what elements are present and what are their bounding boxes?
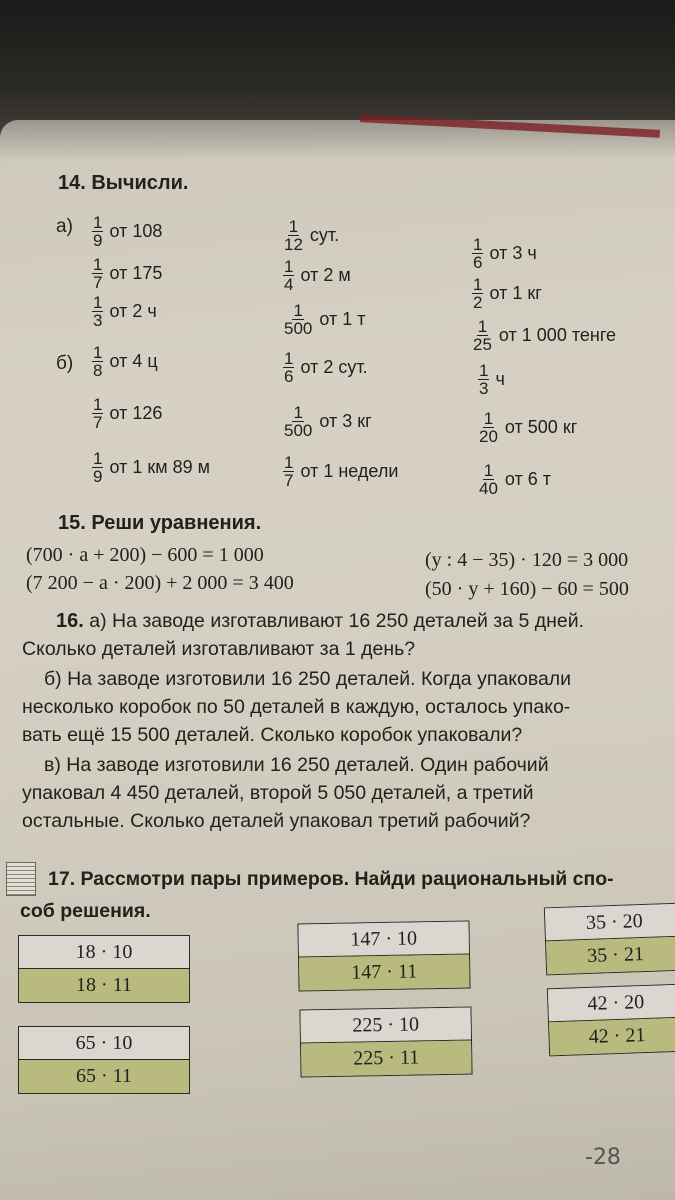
fraction-text: от 3 кг <box>319 411 372 431</box>
numerator: 1 <box>479 361 489 380</box>
fraction-text: от 175 <box>109 263 163 283</box>
fraction <box>283 404 313 439</box>
fraction-text: от 3 ч <box>489 243 537 263</box>
pair-bottom: 42 · 21 <box>549 1018 675 1056</box>
fraction-item <box>283 454 398 489</box>
fraction-item <box>283 404 372 439</box>
ex14-a-label: а) <box>56 216 73 237</box>
fraction-text: от 1 т <box>319 309 366 329</box>
fraction <box>283 258 294 293</box>
numerator: 1 <box>483 461 494 480</box>
ex16-b-line1: б) На заводе изготовили 16 250 деталей. Когда упаковали <box>44 668 572 690</box>
numerator: 1 <box>284 453 294 472</box>
fraction-item <box>472 236 537 271</box>
pair-card <box>299 1007 472 1078</box>
denominator: 2 <box>473 293 483 312</box>
numerator: 1 <box>293 403 303 422</box>
fraction <box>283 218 304 253</box>
denominator: 9 <box>93 231 103 250</box>
pair-card <box>544 903 675 976</box>
denominator: 20 <box>479 427 498 446</box>
denominator: 3 <box>93 311 103 330</box>
fraction-text: от 1 000 тенге <box>498 325 617 345</box>
denominator: 500 <box>284 421 313 440</box>
ex16-a-line1 <box>56 606 584 636</box>
ex17-line2: соб решения. <box>20 900 151 922</box>
numerator: 1 <box>473 235 483 254</box>
pair-bottom: 35 · 21 <box>546 937 675 975</box>
ex16-c-line1: в) На заводе изготовили 16 250 деталей. Один рабочий <box>44 754 549 776</box>
fraction-item <box>283 218 339 253</box>
numerator: 1 <box>483 409 494 428</box>
ex16-a-line2: Сколько деталей изготавливают за 1 день? <box>22 638 416 660</box>
fraction-item <box>472 318 616 353</box>
pair-bottom: 147 · 11 <box>299 955 470 991</box>
fraction <box>92 396 103 431</box>
equation-3: (y : 4 − 35) · 120 = 3 000 <box>425 549 629 571</box>
fraction-text: от 126 <box>109 403 163 423</box>
pair-card <box>547 984 675 1057</box>
fraction-item <box>92 294 157 329</box>
fraction-text: от 500 кг <box>504 417 578 437</box>
equation-2: (7 200 − a · 200) + 2 000 = 3 400 <box>26 572 294 594</box>
pair-top: 147 · 10 <box>298 922 469 958</box>
numerator: 1 <box>293 301 303 320</box>
fraction <box>478 410 499 445</box>
ex16-c-line3: остальные. Сколько деталей упаковал третий рабочий? <box>22 810 531 832</box>
numerator: 1 <box>93 255 103 274</box>
ex14-title: 14. Вычисли. <box>58 172 189 194</box>
fraction-text: от 1 кг <box>489 283 542 303</box>
denominator: 8 <box>93 361 103 380</box>
pair-top: 18 · 10 <box>19 936 189 969</box>
numerator: 1 <box>288 217 299 236</box>
denominator: 7 <box>93 413 103 432</box>
fraction-text: от 1 км 89 м <box>109 457 210 477</box>
equation-4: (50 · y + 160) − 60 = 500 <box>425 578 629 600</box>
fraction-text: от 4 ц <box>109 351 158 371</box>
fraction <box>478 462 499 497</box>
numerator: 1 <box>284 257 294 276</box>
numerator: 1 <box>93 395 103 414</box>
pair-bottom: 18 · 11 <box>19 969 189 1002</box>
fraction <box>92 450 103 485</box>
pair-top: 65 · 10 <box>19 1027 189 1060</box>
ex17-line1: 17. Рассмотри пары примеров. Найди рациональный спо- <box>48 868 614 890</box>
denominator: 25 <box>473 335 492 354</box>
denominator: 7 <box>284 471 294 490</box>
ex16-number: 16. <box>56 610 84 632</box>
numerator: 1 <box>284 349 294 368</box>
equation-1: (700 · a + 200) − 600 = 1 000 <box>26 544 264 566</box>
denominator: 6 <box>284 367 294 386</box>
numerator: 1 <box>93 343 103 362</box>
denominator: 9 <box>93 467 103 486</box>
fraction <box>478 362 489 397</box>
ex16-b-line2: несколько коробок по 50 деталей в каждую, осталось упако- <box>22 696 571 718</box>
denominator: 40 <box>479 479 498 498</box>
numerator: 1 <box>93 293 103 312</box>
pair-card <box>297 921 470 992</box>
denominator: 3 <box>479 379 489 398</box>
ex16-c-line2: упаковал 4 450 деталей, второй 5 050 деталей, а третий <box>22 782 534 804</box>
denominator: 4 <box>284 275 294 294</box>
fraction <box>283 350 294 385</box>
fraction-item <box>92 450 210 485</box>
fraction-item <box>92 344 158 379</box>
pair-top: 225 · 10 <box>300 1008 471 1044</box>
denominator: 12 <box>284 235 303 254</box>
fraction <box>92 256 103 291</box>
pair-card <box>18 935 190 1003</box>
pair-bottom: 65 · 11 <box>19 1060 189 1093</box>
fraction-text: сут. <box>309 225 340 245</box>
pair-card <box>18 1026 190 1094</box>
fraction-text: от 2 сут. <box>300 357 368 377</box>
fraction-item <box>283 302 366 337</box>
fraction-item <box>283 258 351 293</box>
fraction <box>92 344 103 379</box>
numerator: 1 <box>93 213 103 232</box>
fraction-item <box>478 462 551 497</box>
ex16-a-text: а) На заводе изготавливают 16 250 деталей за 5 дней. <box>89 610 585 632</box>
fraction <box>472 276 483 311</box>
pencil-note: -28 <box>585 1145 621 1170</box>
ex16-b-line3: вать ещё 15 500 деталей. Сколько коробок упаковали? <box>22 724 523 746</box>
numerator: 1 <box>473 275 483 294</box>
fraction <box>283 454 294 489</box>
ex14-b-label: б) <box>56 353 74 374</box>
fraction-text: от 1 недели <box>300 461 399 481</box>
fraction-item <box>92 256 162 291</box>
fraction <box>472 236 483 271</box>
fraction <box>472 318 493 353</box>
pair-top: 42 · 20 <box>548 985 675 1023</box>
fraction <box>92 294 103 329</box>
pair-top: 35 · 20 <box>545 904 675 942</box>
fraction-item <box>478 362 505 397</box>
notebook-icon <box>6 862 36 896</box>
numerator: 1 <box>477 317 488 336</box>
pair-bottom: 225 · 11 <box>301 1041 472 1077</box>
fraction-item <box>478 410 577 445</box>
denominator: 500 <box>284 319 313 338</box>
ex15-title: 15. Реши уравнения. <box>58 512 262 534</box>
fraction-text: ч <box>495 369 505 389</box>
fraction-item <box>92 396 162 431</box>
fraction-item <box>472 276 542 311</box>
fraction-text: от 2 м <box>300 265 351 285</box>
numerator: 1 <box>93 449 103 468</box>
fraction-text: от 2 ч <box>109 301 157 321</box>
fraction <box>92 214 103 249</box>
fraction-text: от 6 т <box>504 469 552 489</box>
fraction-item <box>92 214 162 249</box>
denominator: 7 <box>93 273 103 292</box>
denominator: 6 <box>473 253 483 272</box>
fraction-item <box>283 350 368 385</box>
fraction <box>283 302 313 337</box>
fraction-text: от 108 <box>109 221 163 241</box>
